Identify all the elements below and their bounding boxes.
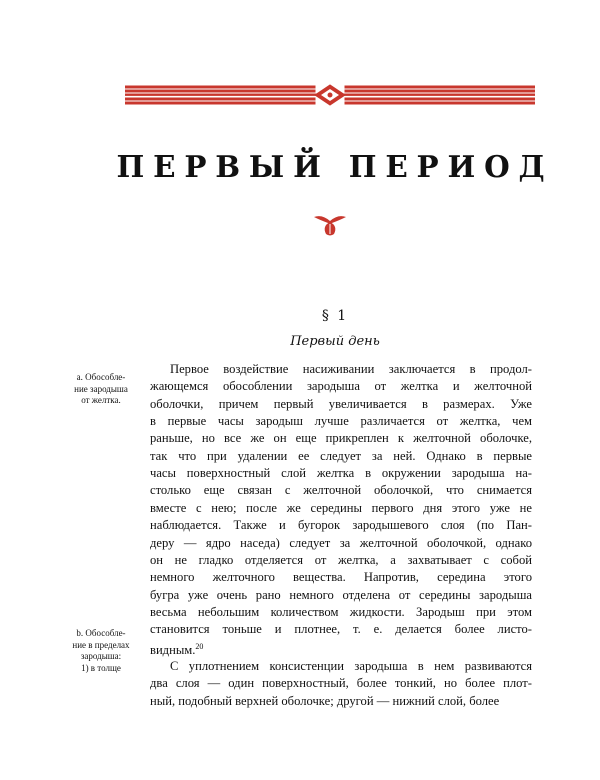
body-line: жающемся обособлении зародыша от желтка и желточной [150,379,532,394]
body-line: С уплотнением консистенции зародыша в нем развиваются [170,658,532,673]
body-line: деру — ядро наседа) следует за желточной оболочкой, однако [150,535,532,550]
body-line: вместе с нею; после же середины первого дня этого уже не [150,500,532,515]
body-line: раньше, но все же он еще прикреплен к желточной оболочке, [150,431,532,446]
chapter-title: ПЕРВЫЙ ПЕРИОД [116,150,554,185]
body-line: Первое воздействие насиживании заключается в продол- [170,362,532,376]
body-line: оболочки, причем первый увеличивается в размерах. Уже [150,396,532,411]
body-line: два слоя — один поверхностный, более тонкий, но более плот- [150,676,532,691]
body-line: часы поверхностный слой желтка в окружении зародыша на- [150,466,532,481]
body-line: он не гладко отделяется от желтка, а захватывает с собой [150,552,532,567]
section-subtitle: Первый день [290,334,380,349]
footnote-marker: 20 [195,641,204,651]
body-line: бугра уже очень рано немного отделена от середины зародыша [150,587,532,602]
section-number: § 1 [321,308,349,324]
body-line: видным.$^{20}$ [150,641,204,657]
body-line: ный, подобный верхней оболочке; другой — нижний слой, более [150,693,500,708]
margin-note-a: а. Обособле- ние зародыша от желтка. [74,372,128,405]
decorative-red-rule [125,84,535,106]
body-line: столько еще связан с желточной оболочкой, что снимается [150,483,532,498]
body-line: наблюдается. Также и бугорок зародышевого слоя (по Пан- [150,518,532,533]
body-line: так что при удалении ее следует за ней. Однако в первые [150,448,532,463]
body-line: весьма небольшим количеством жидкости. Зародыш при этом [150,604,532,619]
body-line: в первые часы зародыш лучше различается от желтка, чем [150,414,532,429]
flower-ornament-icon [310,212,350,238]
margin-note-b: b. Обособле- ние в пределах зародыша: 1) в толще [72,628,130,673]
body-line: становится тоньше и плотнее, т. е. делается более листо- [150,622,532,637]
body-line: немного желточного вещества. Напротив, середина этого [150,570,532,585]
